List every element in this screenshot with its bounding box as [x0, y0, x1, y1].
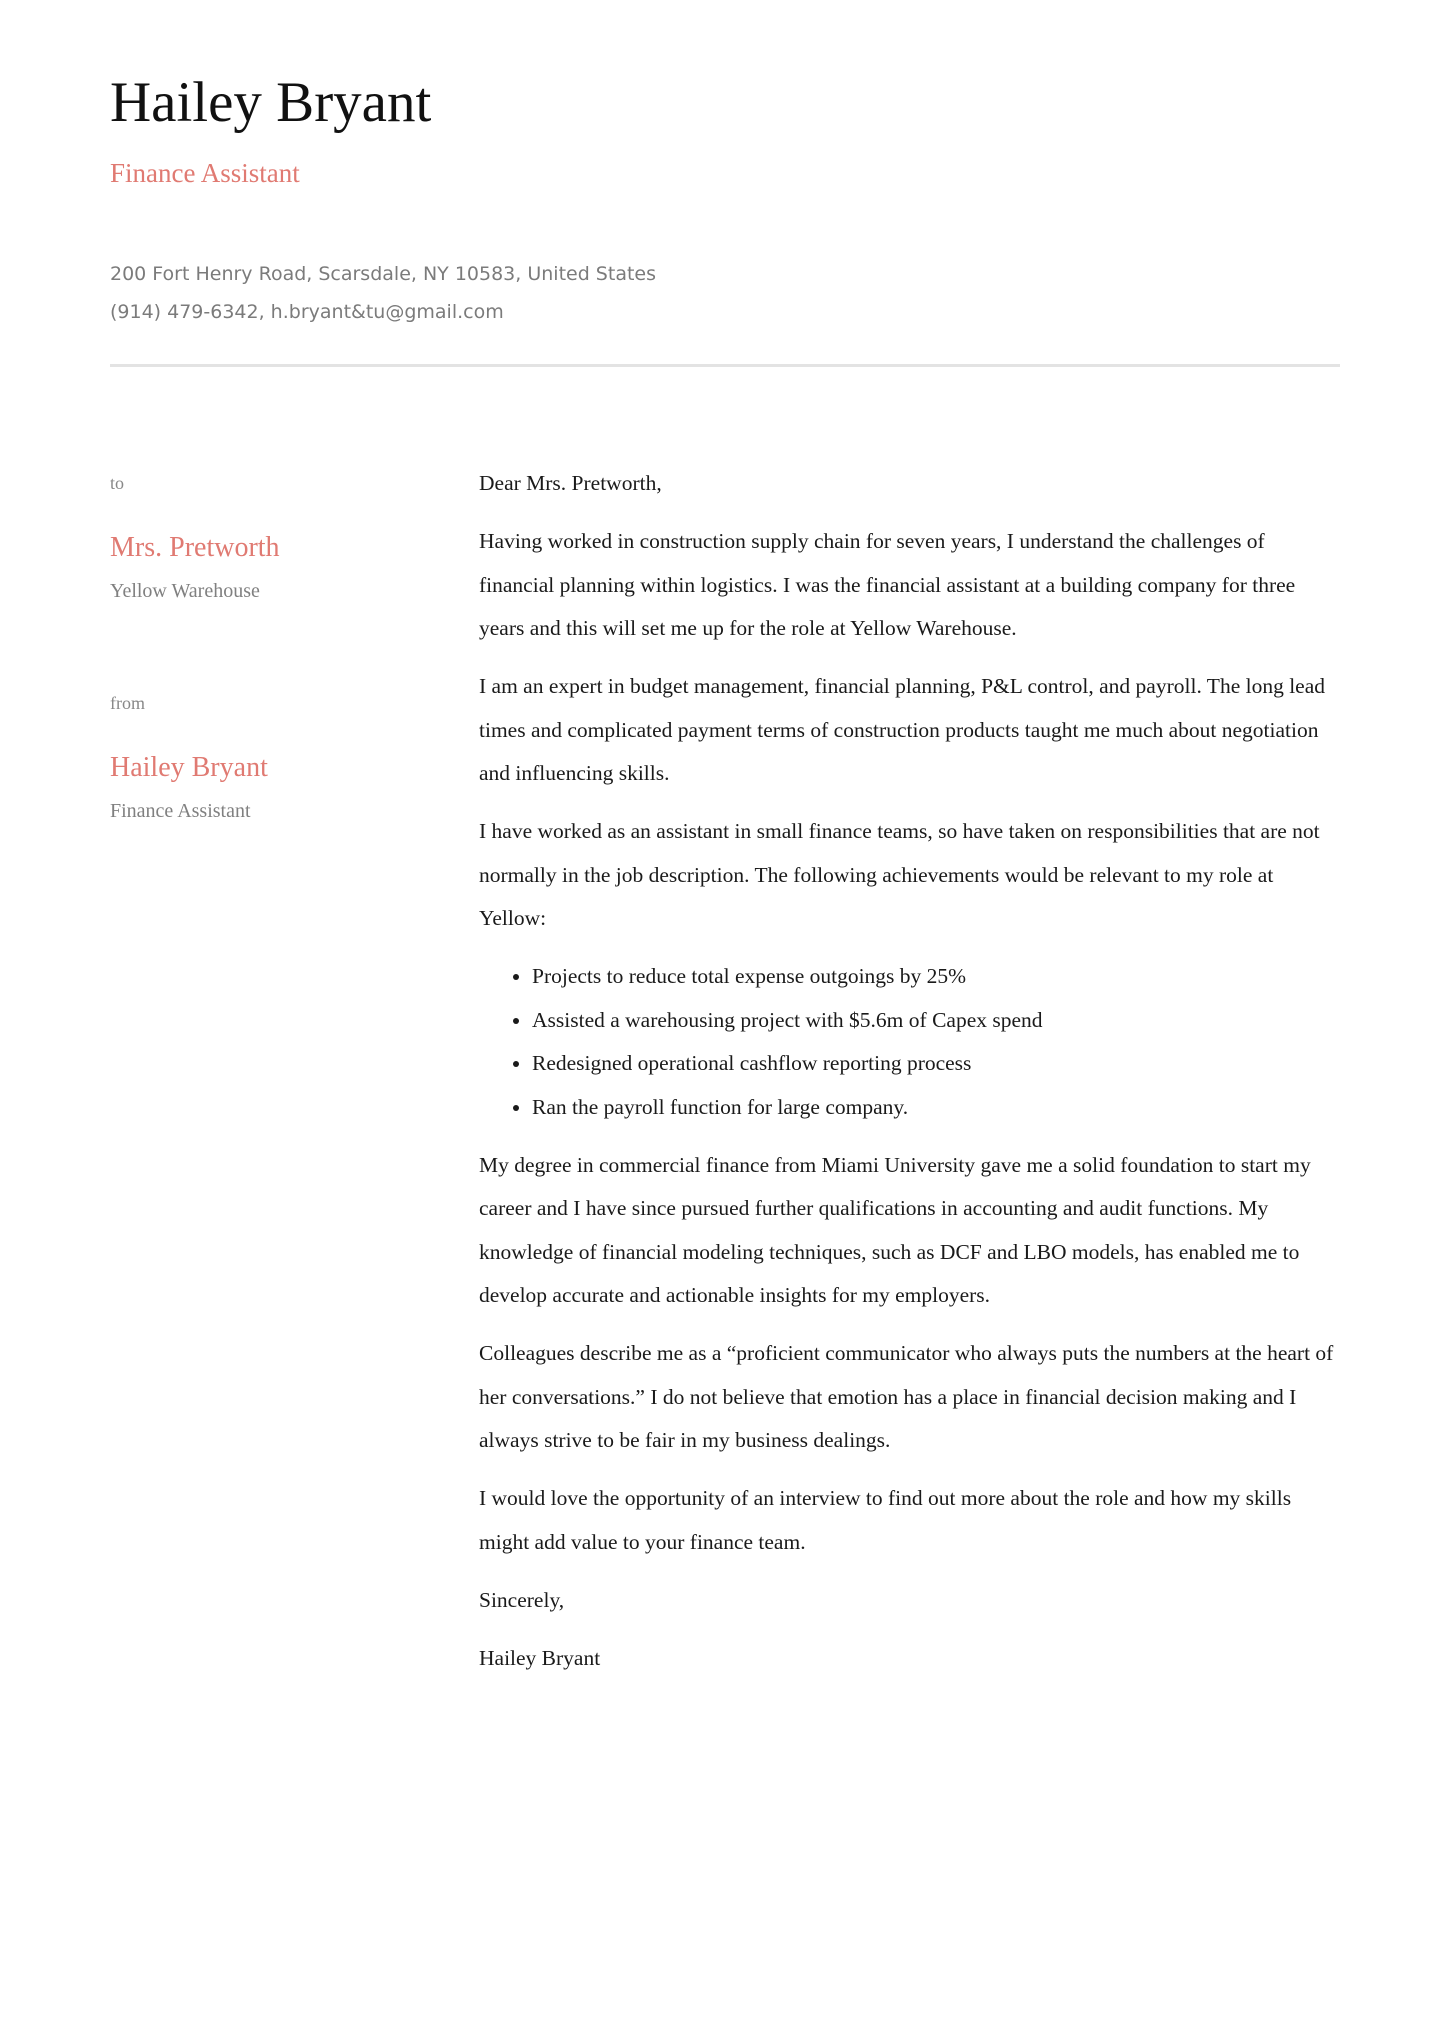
letter-body	[479, 462, 1344, 1695]
to-label: to	[110, 473, 125, 493]
paragraph: I would love the opportunity of an interview to find out more about the role and how my skills might add value to your finance team.	[479, 1486, 1292, 1554]
closing: Sincerely,	[479, 1587, 565, 1612]
paragraph: I have worked as an assistant in small finance teams, so have taken on responsibilities that are not normally in the job description. The following achievements would be relevant to my role at Yellow:	[479, 819, 1320, 930]
recipient-company: Yellow Warehouse	[110, 580, 260, 602]
recipient-name: Mrs. Pretworth	[110, 532, 280, 563]
list-item: • Redesigned operational cashflow reporting process	[532, 1042, 1344, 1086]
from-label: from	[110, 693, 145, 713]
list-item: • Assisted a warehousing project with $5.6m of Capex spend	[532, 999, 1344, 1043]
header-divider	[110, 364, 1340, 367]
paragraph: My degree in commercial finance from Miami University gave me a solid foundation to start my career and I have since pursued further qualifications in accounting and audit functions. My knowledge of financial modeling techniques, such as DCF and LBO models, has enabled me to develop accurate and actionable insights for my employers.	[479, 1152, 1311, 1307]
list-item: • Projects to reduce total expense outgoings by 25%	[532, 955, 1344, 999]
signature: Hailey Bryant	[479, 1645, 601, 1670]
phone-email-line: (914) 479-6342, h.bryant&tu@gmail.com	[110, 301, 504, 323]
recipient-block	[110, 466, 440, 608]
achievements-list	[479, 955, 1344, 1129]
paragraph: Having worked in construction supply chain for seven years, I understand the challenges of financial planning within logistics. I was the financial assistant at a building company for three years and this will set me up for the role at Yellow Warehouse.	[479, 529, 1296, 640]
list-item: • Ran the payroll function for large company.	[532, 1086, 1344, 1130]
letter-header	[110, 62, 1340, 331]
address-sidebar	[110, 466, 440, 828]
applicant-title: Finance Assistant	[110, 158, 300, 188]
sender-name: Hailey Bryant	[110, 752, 268, 783]
sender-title: Finance Assistant	[110, 800, 251, 822]
contact-info	[110, 255, 1340, 331]
paragraph: I am an expert in budget management, financial planning, P&L control, and payroll. The long lead times and complicated payment terms of construction products taught me much about negotiation and influencing skills.	[479, 674, 1326, 785]
applicant-name: Hailey Bryant	[110, 71, 432, 134]
greeting: Dear Mrs. Pretworth,	[479, 471, 662, 495]
sender-block	[110, 686, 440, 828]
address-line: 200 Fort Henry Road, Scarsdale, NY 10583, United States	[110, 263, 656, 285]
paragraph: Colleagues describe me as a “proficient communicator who always puts the numbers at the heart of her conversations.” I do not believe that emotion has a place in financial decision making and I always strive to be fair in my business dealings.	[479, 1341, 1334, 1452]
